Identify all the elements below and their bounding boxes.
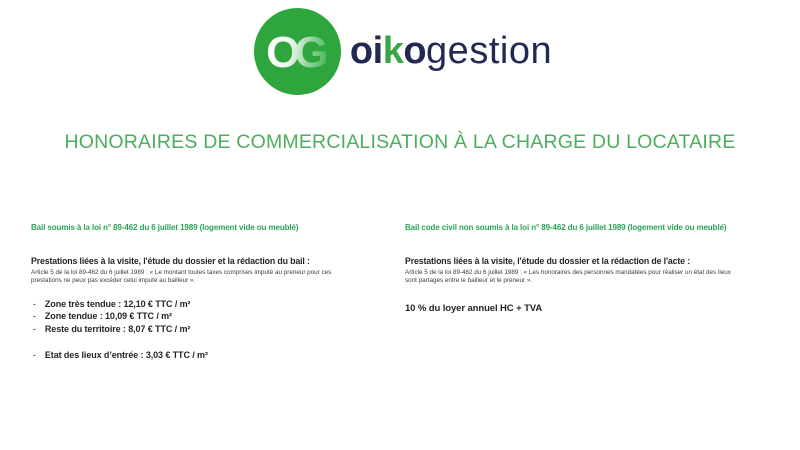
wordmark-part-o: o [403,30,427,72]
fee-columns [0,223,800,362]
logo-circle-icon [254,8,341,95]
right-prestations-subheading: Prestations liées à la visite, l'étude du dossier et la rédaction de l'acte : [405,256,690,266]
left-column-heading: Bail soumis à la loi n° 89-462 du 6 juillet 1989 (logement vide ou meublé) [31,223,299,232]
left-legal-note: Article 5 de la loi 89-462 du 6 juillet 1989 : « Le montant toutes taxes comprises imputé au preneur pour ces prestations ne peux pas excéder celui imputé au bailleur ». [31,269,332,285]
column-code-civil [405,223,777,362]
column-loi-1989 [31,223,377,362]
annual-fee-line: 10 % du loyer annuel HC + TVA [405,302,543,314]
right-legal-note: Article 5 de la loi 89-462 du 6 juillet 1989 : « Les honoraires des personnes mandatées pour réaliser un état des lieux sont partagés entre le bailleur et le preneur ». [405,269,731,285]
wordmark-part-k: k [382,30,404,72]
left-prestations-subheading: Prestations liées à la visite, l'étude du dossier et la rédaction du bail : [31,256,310,266]
zone-price-list [31,298,377,336]
list-item-zone-tendue: - Zone tendue : 10,09 € TTC / m² [31,310,377,323]
right-column-heading: Bail code civil non soumis à la loi n° 89-462 du 6 juillet 1989 (logement vide ou meublé) [405,223,727,232]
list-item-etat-des-lieux: - Etat des lieux d’entrée : 3,03 € TTC / m² [31,349,377,362]
oikogestion-logo [6,0,800,95]
wordmark-part-gestion: gestion [426,30,553,72]
wordmark-part-oi: oi [349,30,383,72]
list-item-reste-territoire: - Reste du territoire : 8,07 € TTC / m² [31,323,377,336]
logo-monogram: OG [266,28,328,78]
logo-wordmark [350,30,552,73]
list-item-zone-tres-tendue: - Zone très tendue : 12,10 € TTC / m² [31,298,377,311]
page-title: HONORAIRES DE COMMERCIALISATION À LA CHARGE DU LOCATAIRE [64,131,736,153]
